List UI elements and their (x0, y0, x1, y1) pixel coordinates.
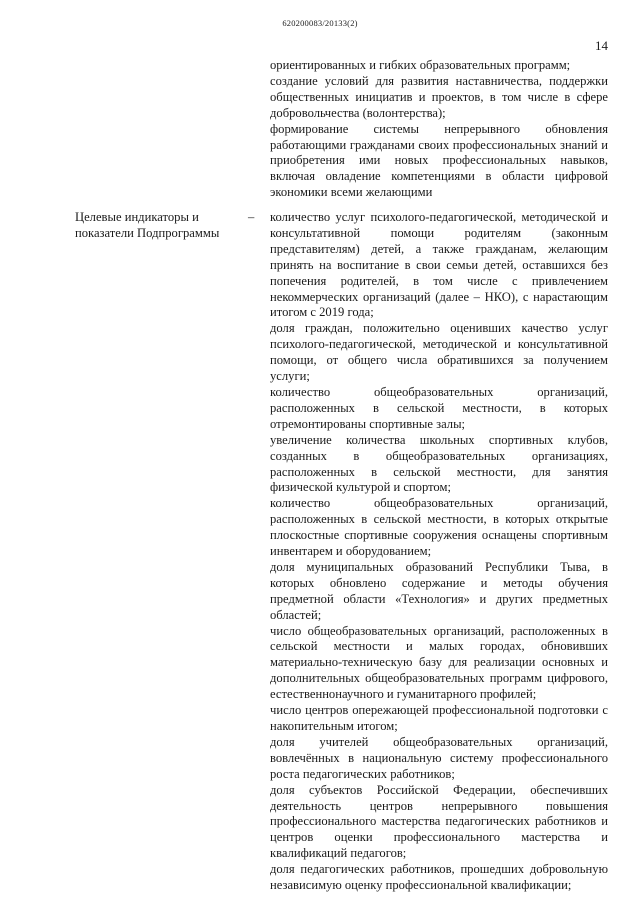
section-dash: – (248, 210, 255, 224)
list-item: доля граждан, положительно оценивших качество услуг психолого-педагогической, методической и консультативной помощи, от общего числа обратившихся за получением услуги; (270, 321, 608, 384)
list-item: доля педагогических работников, прошедших добровольную независимую оценку профессиональной квалификации; (270, 862, 608, 893)
section-label: Целевые индикаторы и показатели Подпрограммы (75, 210, 220, 240)
list-item: количество услуг психолого-педагогической, методической и консультативной помощи родителям (законным представителям) детей, а также гражданам, желающим принять на воспитание в свои семьи детей, оставшихся без попечения родителей, в том числе с привлечением некоммерческих организаций (далее – НКО), с нарастающим итогом с 2019 года; (270, 210, 608, 320)
list-item: число общеобразовательных организаций, расположенных в сельской местности и малых городах, обновивших материально-техническую базу для реализации основных и дополнительных общеобразовательных программ цифрового, естественнонаучного и гуманитарного профилей; (270, 623, 608, 702)
page-number: 14 (595, 38, 608, 53)
list-item: увеличение количества школьных спортивных клубов, созданных в общеобразовательных организациях, расположенных в сельской местности, для занятия физической культурой и спортом; (270, 432, 608, 495)
list-item: формирование системы непрерывного обновления работающими гражданами своих профессиональных знаний и приобретения ими новых профессиональных навыков, включая овладение компетенциями в области цифровой экономики всеми желающими (270, 121, 608, 200)
top-text-block (270, 58, 608, 201)
list-item: доля субъектов Российской Федерации, обеспечивших деятельность центров непрерывного повышения профессионального мастерства педагогических работников и центров оценки профессионального мастерства и квалификаций педагогов; (270, 782, 608, 861)
list-item: создание условий для развития наставничества, поддержки общественных инициатив и проектов, в том числе в сфере добровольчества (волонтерства); (270, 73, 608, 120)
list-item: ориентированных и гибких образовательных программ; (270, 58, 571, 72)
indicators-list (270, 210, 608, 894)
list-item: количество общеобразовательных организаций, расположенных в сельской местности, в которых открытые плоскостные спортивные сооружения оснащены спортивным инвентарем и оборудованием; (270, 496, 608, 559)
list-item: количество общеобразовательных организаций, расположенных в сельской местности, в которых отремонтированы спортивные залы; (270, 384, 608, 431)
list-item: число центров опережающей профессиональной подготовки с накопительным итогом; (270, 703, 608, 733)
list-item: доля муниципальных образований Республики Тыва, в которых обновлено содержание и методы обучения предметной области «Технология» и других предметных областей; (270, 559, 608, 622)
list-item: доля учителей общеобразовательных организаций, вовлечённых в национальную систему профессионального роста педагогических работников; (270, 734, 608, 781)
document-id: 620200083/20133(2) (282, 18, 358, 28)
